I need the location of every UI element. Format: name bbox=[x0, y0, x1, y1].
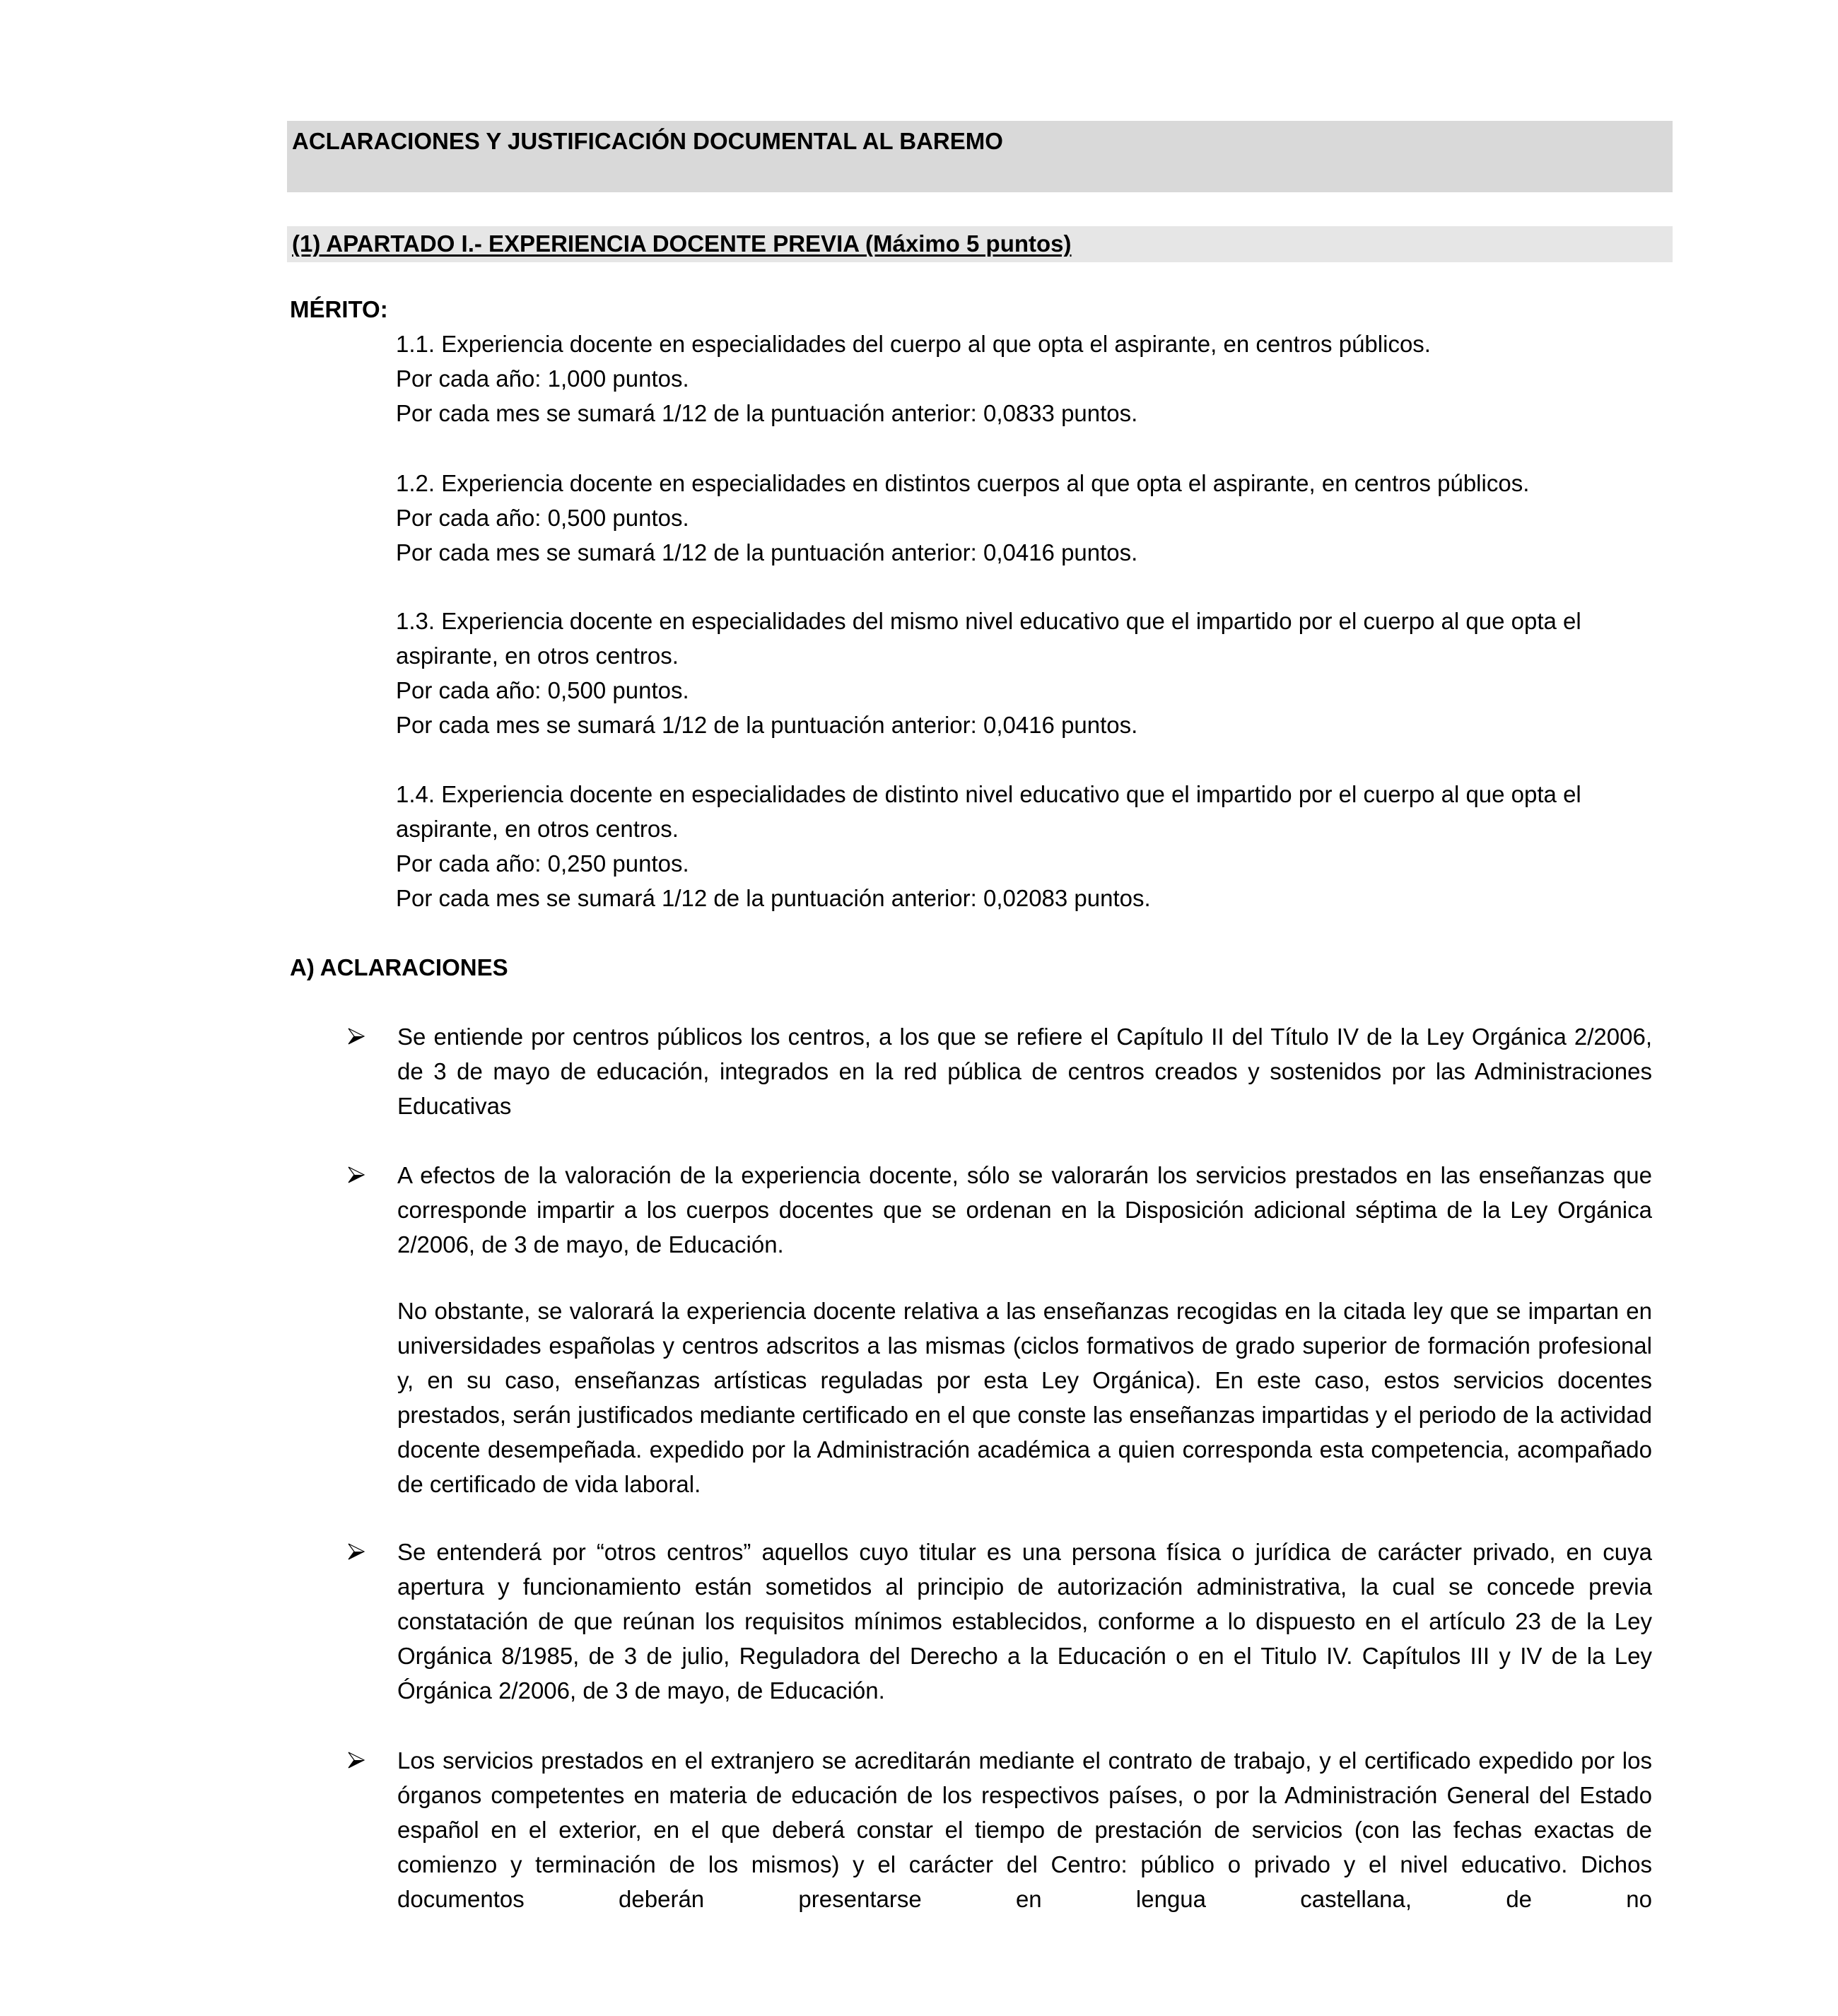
merit-description: 1.2. Experiencia docente en especialidades en distintos cuerpos al que opta el aspirante, en centros públicos. bbox=[396, 470, 1530, 496]
merit-per-month: Por cada mes se sumará 1/12 de la puntuación anterior: 0,0833 puntos. bbox=[396, 400, 1138, 426]
merit-per-month: Por cada mes se sumará 1/12 de la puntuación anterior: 0,0416 puntos. bbox=[396, 712, 1138, 738]
merit-description: 1.3. Experiencia docente en especialidades del mismo nivel educativo que el impartido por el cuerpo al que opta el aspirante, en otros centros. bbox=[396, 608, 1581, 669]
merit-item-1-3 bbox=[396, 604, 1651, 742]
merit-item-1-1 bbox=[396, 327, 1651, 430]
merit-description: 1.4. Experiencia docente en especialidades de distinto nivel educativo que el impartido por el cuerpo al que opta el aspirante, en otros centros. bbox=[396, 781, 1581, 842]
clarification-text: A efectos de la valoración de la experiencia docente, sólo se valorarán los servicios prestados en las enseñanzas que corresponde impartir a los cuerpos docentes que se ordenan en la Disposición adicional séptima de la Ley Orgánica 2/2006, de 3 de mayo, de Educación. bbox=[397, 1162, 1652, 1258]
merit-per-year: Por cada año: 0,500 puntos. bbox=[396, 505, 689, 531]
arrowhead-bullet-icon bbox=[346, 1158, 375, 1192]
clarification-continuation: No obstante, se valorará la experiencia docente relativa a las enseñanzas recogidas en la citada ley que se impartan en universidades españolas y centros adscritos a las mismas (ciclos formativos de grado superior de formación profesional y, en su caso, enseñanzas artísticas reguladas por esta Ley Orgánica). En este caso, estos servicios docentes prestados, serán justificados mediante certificado en el que conste las enseñanzas impartidas y el periodo de la actividad docente desempeñada. expedido por la Administración académica a quien corresponda esta competencia, acompañado de certificado de vida laboral. bbox=[397, 1298, 1652, 1497]
clarification-item bbox=[346, 1158, 1652, 1262]
clarification-item bbox=[346, 1535, 1652, 1708]
clarification-text: Los servicios prestados en el extranjero se acreditarán mediante el contrato de trabajo, y el certificado expedido por los órganos competentes en materia de educación de los respectivos países, o por la Administración General del Estado español en el exterior, en el que deberá constar el tiempo de prestación de servicios (con las fechas exactas de comienzo y terminación de los mismos) y el carácter del Centro: público o privado y el nivel educativo. Dichos documentos deberán presentarse en lengua castellana, de no bbox=[397, 1747, 1652, 1912]
clarification-text: Se entenderá por “otros centros” aquellos cuyo titular es una persona física o jurídica de carácter privado, en cuya apertura y funcionamiento están sometidos al principio de autorización administrativa, la cual se concede previa constatación de que reúnan los requisitos mínimos establecidos, conforme a lo dispuesto en el artículo 23 de la Ley Orgánica 8/1985, de 3 de julio, Reguladora del Derecho a la Educación o en el Titulo IV. Capítulos III y IV de la Ley Órgánica 2/2006, de 3 de mayo, de Educación. bbox=[397, 1539, 1652, 1704]
document-title: ACLARACIONES Y JUSTIFICACIÓN DOCUMENTAL AL BAREMO bbox=[292, 128, 1003, 154]
merit-per-year: Por cada año: 1,000 puntos. bbox=[396, 365, 689, 392]
merit-item-1-4 bbox=[396, 777, 1651, 915]
clarification-item bbox=[346, 1743, 1652, 1916]
arrowhead-bullet-icon bbox=[346, 1019, 375, 1054]
arrowhead-bullet-icon bbox=[346, 1535, 375, 1569]
merit-per-month: Por cada mes se sumará 1/12 de la puntuación anterior: 0,0416 puntos. bbox=[396, 539, 1138, 565]
merit-per-year: Por cada año: 0,500 puntos. bbox=[396, 677, 689, 703]
clarifications-heading: A) ACLARACIONES bbox=[290, 954, 508, 980]
clarification-item bbox=[346, 1019, 1652, 1123]
merit-description: 1.1. Experiencia docente en especialidades del cuerpo al que opta el aspirante, en centros públicos. bbox=[396, 331, 1431, 357]
merit-heading: MÉRITO: bbox=[290, 296, 388, 322]
merit-item-1-2 bbox=[396, 466, 1651, 570]
clarification-text: Se entiende por centros públicos los centros, a los que se refiere el Capítulo II del Título IV de la Ley Orgánica 2/2006, de 3 de mayo de educación, integrados en la red pública de centros creados y sostenidos por las Administraciones Educativas bbox=[397, 1024, 1652, 1119]
arrowhead-bullet-icon bbox=[346, 1743, 375, 1778]
section-band bbox=[287, 226, 1673, 262]
section-title: (1) APARTADO I.- EXPERIENCIA DOCENTE PREVIA (Máximo 5 puntos) bbox=[292, 230, 1072, 257]
merit-per-month: Por cada mes se sumará 1/12 de la puntuación anterior: 0,02083 puntos. bbox=[396, 885, 1151, 911]
title-band bbox=[287, 121, 1673, 192]
merit-per-year: Por cada año: 0,250 puntos. bbox=[396, 850, 689, 877]
